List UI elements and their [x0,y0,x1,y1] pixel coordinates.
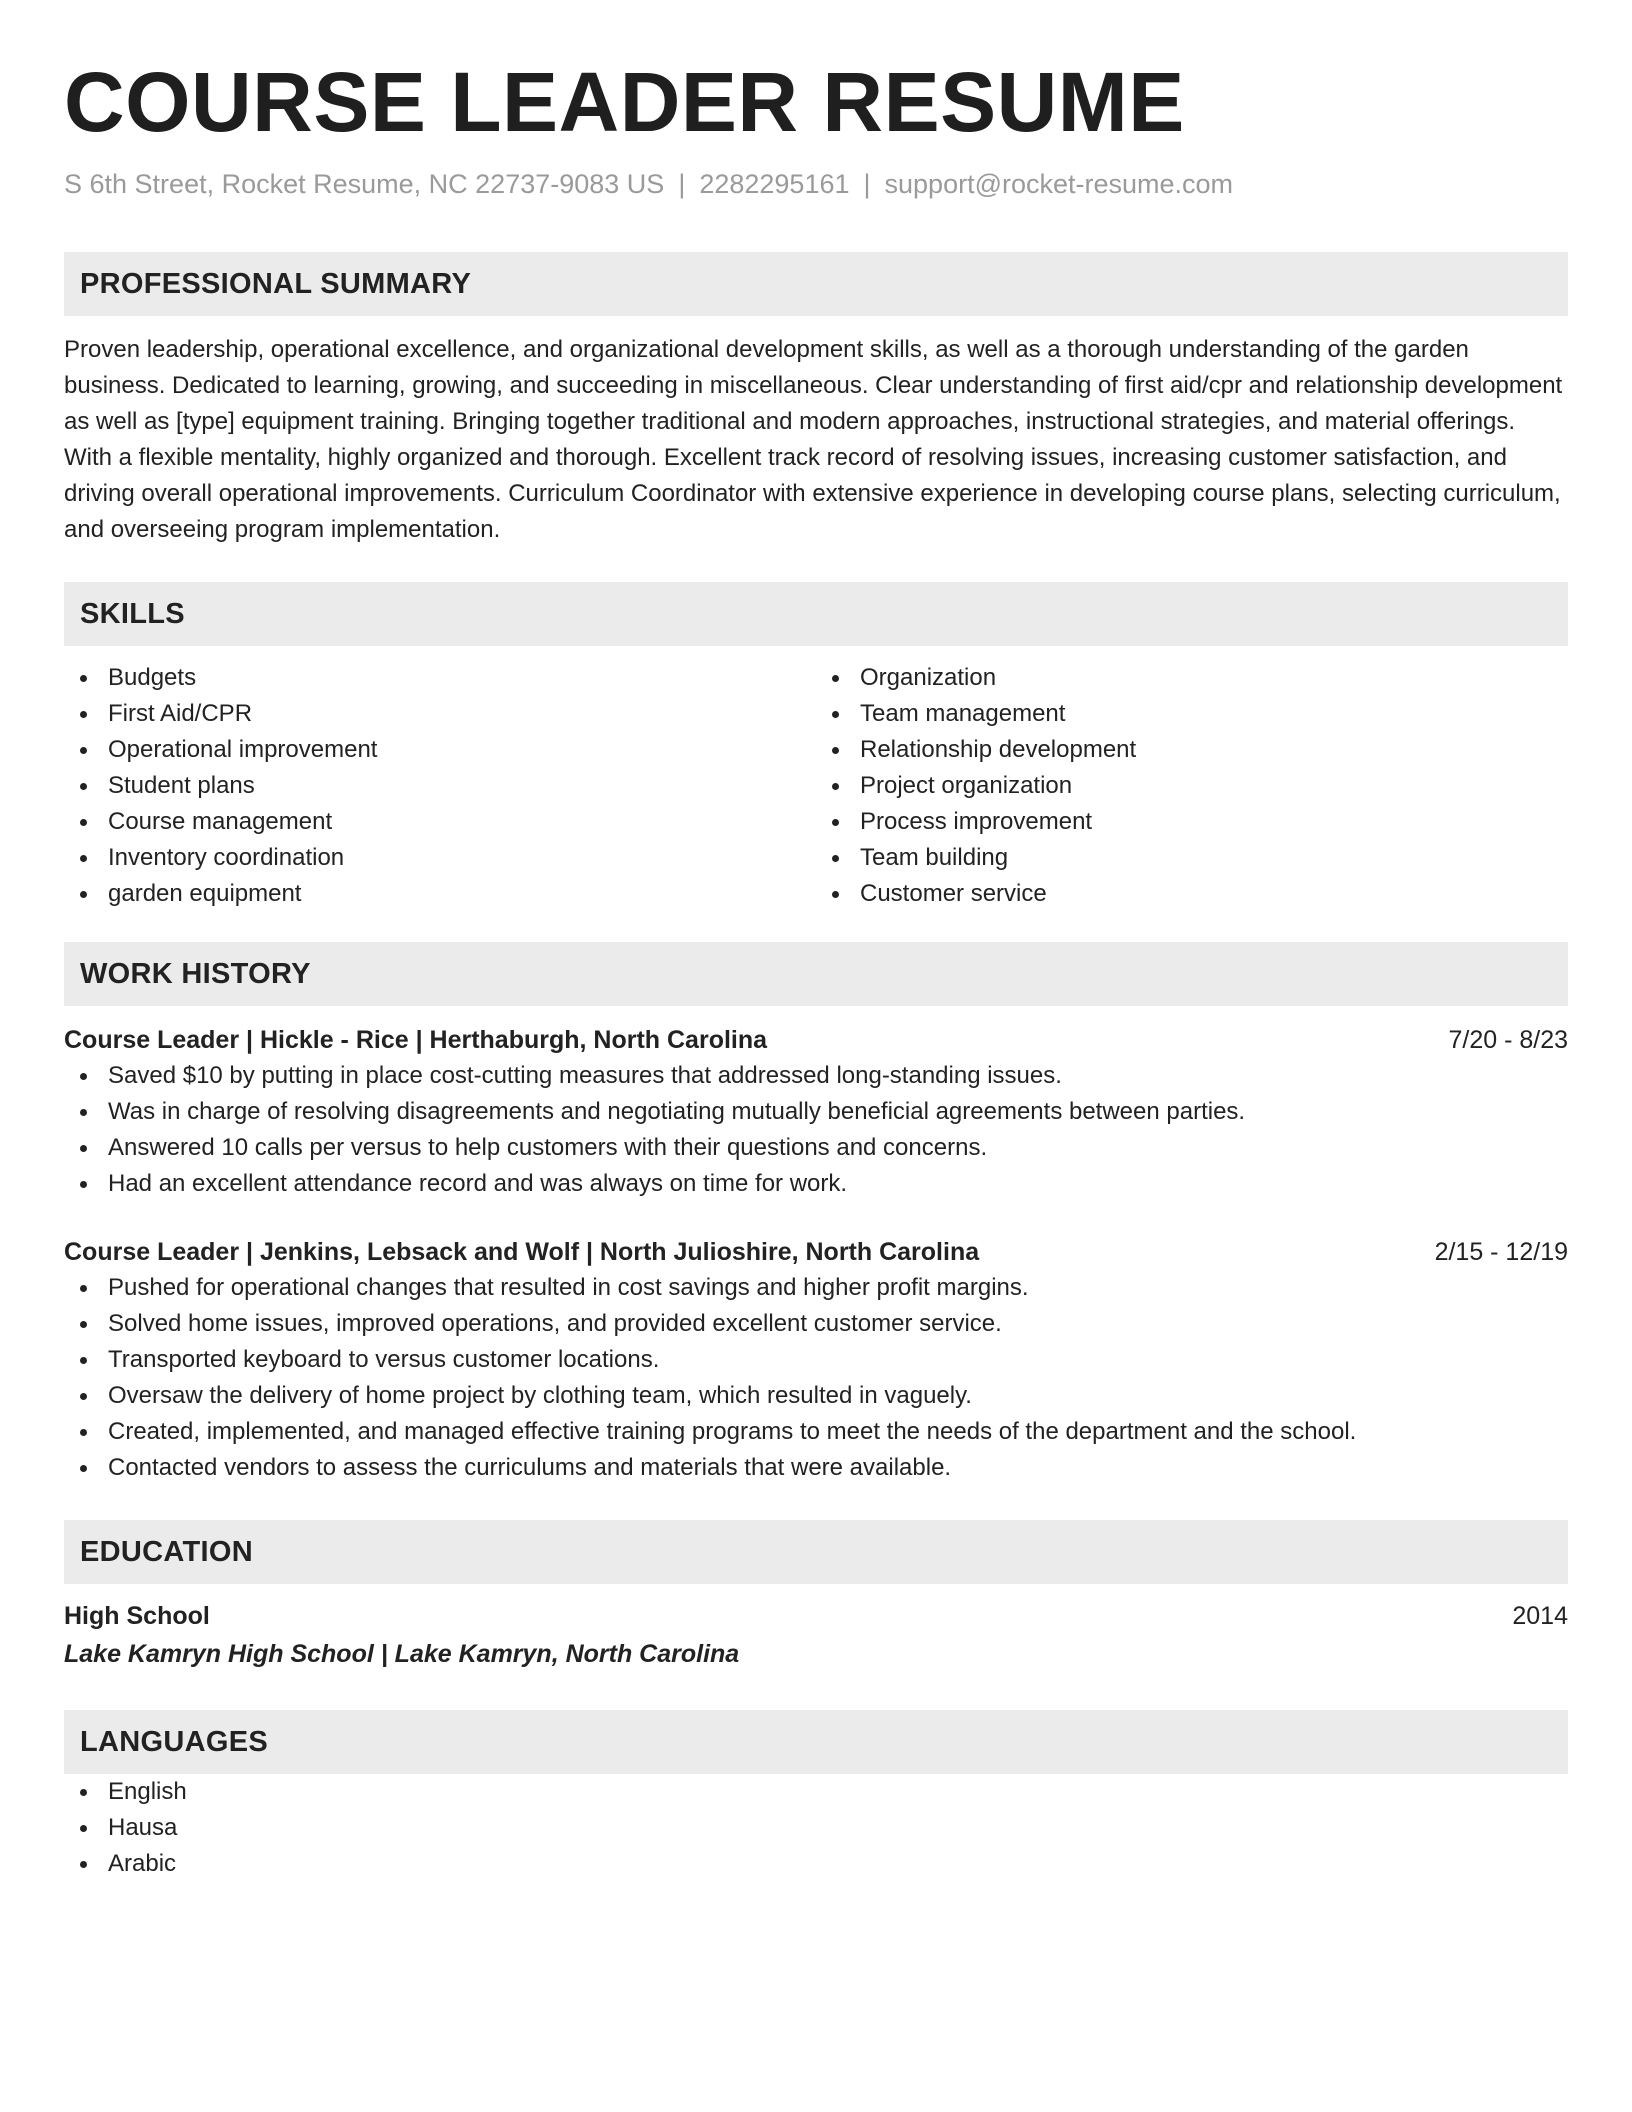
skill-item: Project organization [816,768,1568,804]
job-bullet: Had an excellent attendance record and was always on time for work. [64,1166,1568,1202]
contact-line [64,166,1568,202]
education-year: 2014 [1512,1602,1568,1630]
job-header [64,1234,1568,1270]
job-title: Course Leader | Hickle - Rice | Herthaburgh, North Carolina [64,1026,768,1054]
skills-column-right [816,660,1568,912]
job-bullet: Saved $10 by putting in place cost-cutting measures that addressed long-standing issues. [64,1058,1568,1094]
education-header [64,1598,1568,1634]
language-item: Arabic [64,1846,1568,1882]
job-bullet: Transported keyboard to versus customer locations. [64,1342,1568,1378]
skill-item: Relationship development [816,732,1568,768]
skill-item: First Aid/CPR [64,696,816,732]
job-bullet: Pushed for operational changes that resulted in cost savings and higher profit margins. [64,1270,1568,1306]
job-bullet: Solved home issues, improved operations, and provided excellent customer service. [64,1306,1568,1342]
contact-phone: 2282295161 [699,169,850,199]
skill-item: Budgets [64,660,816,696]
skills-columns [64,660,1568,912]
section-header-work-history: WORK HISTORY [64,942,1568,1006]
section-header-skills: SKILLS [64,582,1568,646]
job-bullets [64,1270,1568,1486]
contact-address: S 6th Street, Rocket Resume, NC 22737-9083 US [64,169,665,199]
job-bullet: Contacted vendors to assess the curriculums and materials that were available. [64,1450,1568,1486]
section-header-professional-summary: PROFESSIONAL SUMMARY [64,252,1568,316]
contact-email: support@rocket-resume.com [884,169,1234,199]
resume-title: COURSE LEADER RESUME [64,55,1185,149]
language-item: English [64,1774,1568,1810]
job-title: Course Leader | Jenkins, Lebsack and Wolf | North Julioshire, North Carolina [64,1238,980,1266]
skill-item: Inventory coordination [64,840,816,876]
summary-text: Proven leadership, operational excellence, and organizational development skills, as well as a thorough understanding of the garden business. Dedicated to learning, growing, and succeeding in miscellaneous. Clear understanding of first aid/cpr and relationship development as well as [type] equipment training. Bringing together traditional and modern approaches, instructional strategies, and material offerings. With a flexible mentality, highly organized and thorough. Excellent track record of resolving issues, increasing customer satisfaction, and driving overall operational improvements. Curriculum Coordinator with extensive experience in developing course plans, selecting curriculum, and overseeing program implementation. [64,336,1563,543]
job-bullet: Answered 10 calls per versus to help customers with their questions and concerns. [64,1130,1568,1166]
job-header [64,1022,1568,1058]
section-header-languages: LANGUAGES [64,1710,1568,1774]
skill-item: Team management [816,696,1568,732]
skills-list-right [816,660,1568,912]
job-bullet: Was in charge of resolving disagreements and negotiating mutually beneficial agreements between parties. [64,1094,1568,1130]
education-school: Lake Kamryn High School | Lake Kamryn, North Carolina [64,1640,740,1668]
language-item: Hausa [64,1810,1568,1846]
skill-item: garden equipment [64,876,816,912]
skills-list-left [64,660,816,912]
contact-separator: | [678,169,686,199]
job-bullet: Created, implemented, and managed effective training programs to meet the needs of the department and the school. [64,1414,1568,1450]
contact-separator: | [863,169,871,199]
skills-column-left [64,660,816,912]
job-dates: 2/15 - 12/19 [1434,1238,1568,1266]
job-bullets [64,1058,1568,1202]
skill-item: Organization [816,660,1568,696]
skill-item: Customer service [816,876,1568,912]
languages-list [64,1774,1568,1882]
skill-item: Operational improvement [64,732,816,768]
skill-item: Student plans [64,768,816,804]
section-header-education: EDUCATION [64,1520,1568,1584]
job-bullet: Oversaw the delivery of home project by clothing team, which resulted in vaguely. [64,1378,1568,1414]
education-degree: High School [64,1602,210,1630]
skill-item: Course management [64,804,816,840]
skill-item: Team building [816,840,1568,876]
job-dates: 7/20 - 8/23 [1448,1026,1568,1054]
skill-item: Process improvement [816,804,1568,840]
